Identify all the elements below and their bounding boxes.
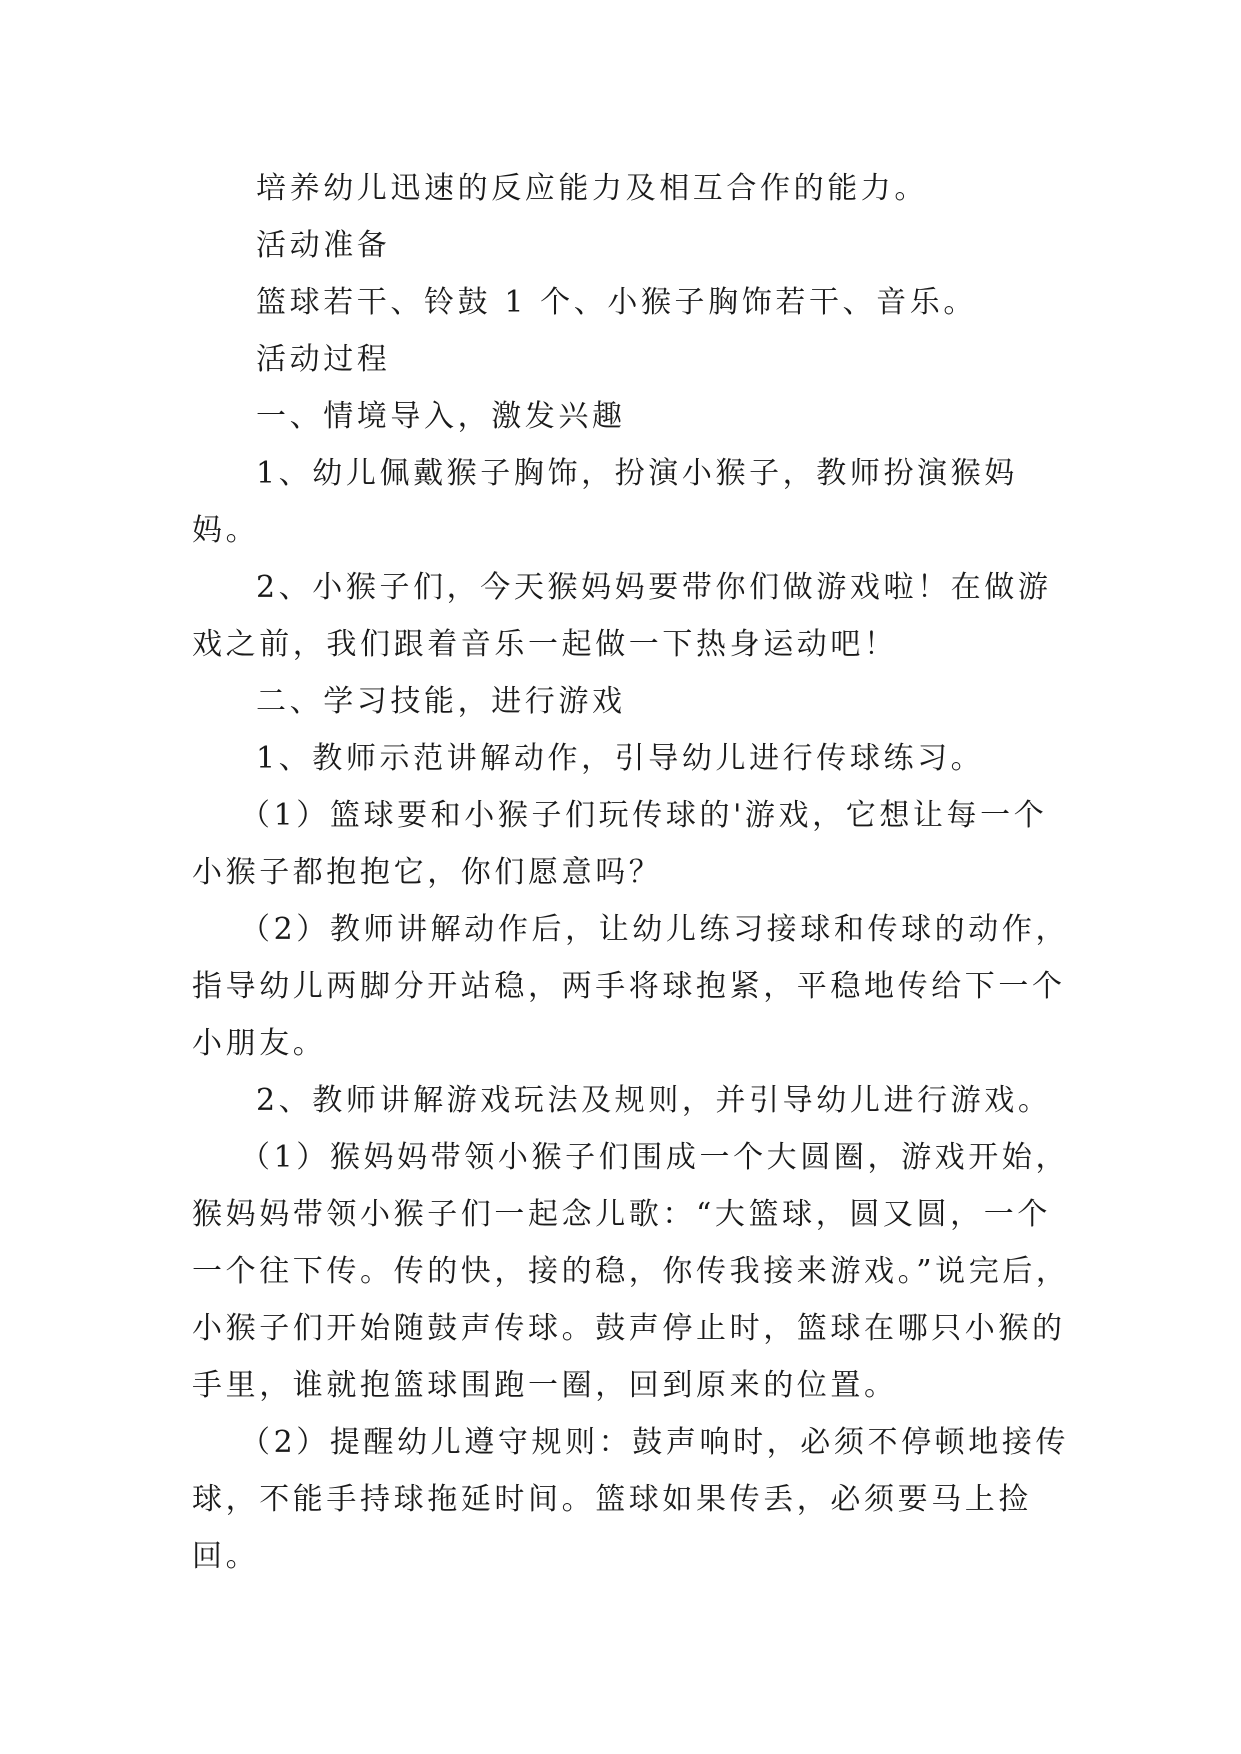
paragraph-step-2-1: 1、教师示范讲解动作，引导幼儿进行传球练习。	[256, 741, 985, 776]
paragraph-step-2-1-a: （1）篮球要和小猴子们玩传球的'游戏，它想让每一个小猴子都抱抱它，你们愿意吗？	[192, 798, 1048, 890]
heading-activity-process: 活动过程	[256, 342, 391, 377]
section-heading-1: 一、情境导入，激发兴趣	[256, 399, 626, 434]
paragraph-step-2-1-b: （2）教师讲解动作后，让幼儿练习接球和传球的动作，指导幼儿两脚分开站稳，两手将球抱紧，平稳地传给下一个小朋友。	[192, 912, 1070, 1061]
paragraph-goal: 培养幼儿迅速的反应能力及相互合作的能力。	[256, 171, 928, 206]
paragraph-step-2-2: 2、教师讲解游戏玩法及规则，并引导幼儿进行游戏。	[256, 1083, 1052, 1118]
section-heading-2: 二、学习技能，进行游戏	[256, 684, 626, 719]
paragraph-step-2-2-a: （1）猴妈妈带领小猴子们围成一个大圆圈，游戏开始，猴妈妈带领小猴子们一起念儿歌：“大篮球，圆又圆，一个一个往下传。传的快，接的稳，你传我接来游戏。”说完后，小猴子们开始随鼓声传球。鼓声停止时，篮球在哪只小猴的手里，谁就抱篮球围跑一圈，回到原来的位置。	[192, 1140, 1070, 1403]
paragraph-materials: 篮球若干、铃鼓 1 个、小猴子胸饰若干、音乐。	[256, 285, 977, 320]
document-body	[192, 160, 1072, 1585]
paragraph-step-1-1: 1、幼儿佩戴猴子胸饰，扮演小猴子，教师扮演猴妈妈。	[192, 456, 1018, 548]
paragraph-step-2-2-b: （2）提醒幼儿遵守规则：鼓声响时，必须不停顿地接传球，不能手持球拖延时间。篮球如果传丢，必须要马上捡回。	[192, 1425, 1070, 1574]
paragraph-step-1-2: 2、小猴子们，今天猴妈妈要带你们做游戏啦！在做游戏之前，我们跟着音乐一起做一下热身运动吧！	[192, 570, 1052, 662]
heading-activity-preparation: 活动准备	[256, 228, 391, 263]
